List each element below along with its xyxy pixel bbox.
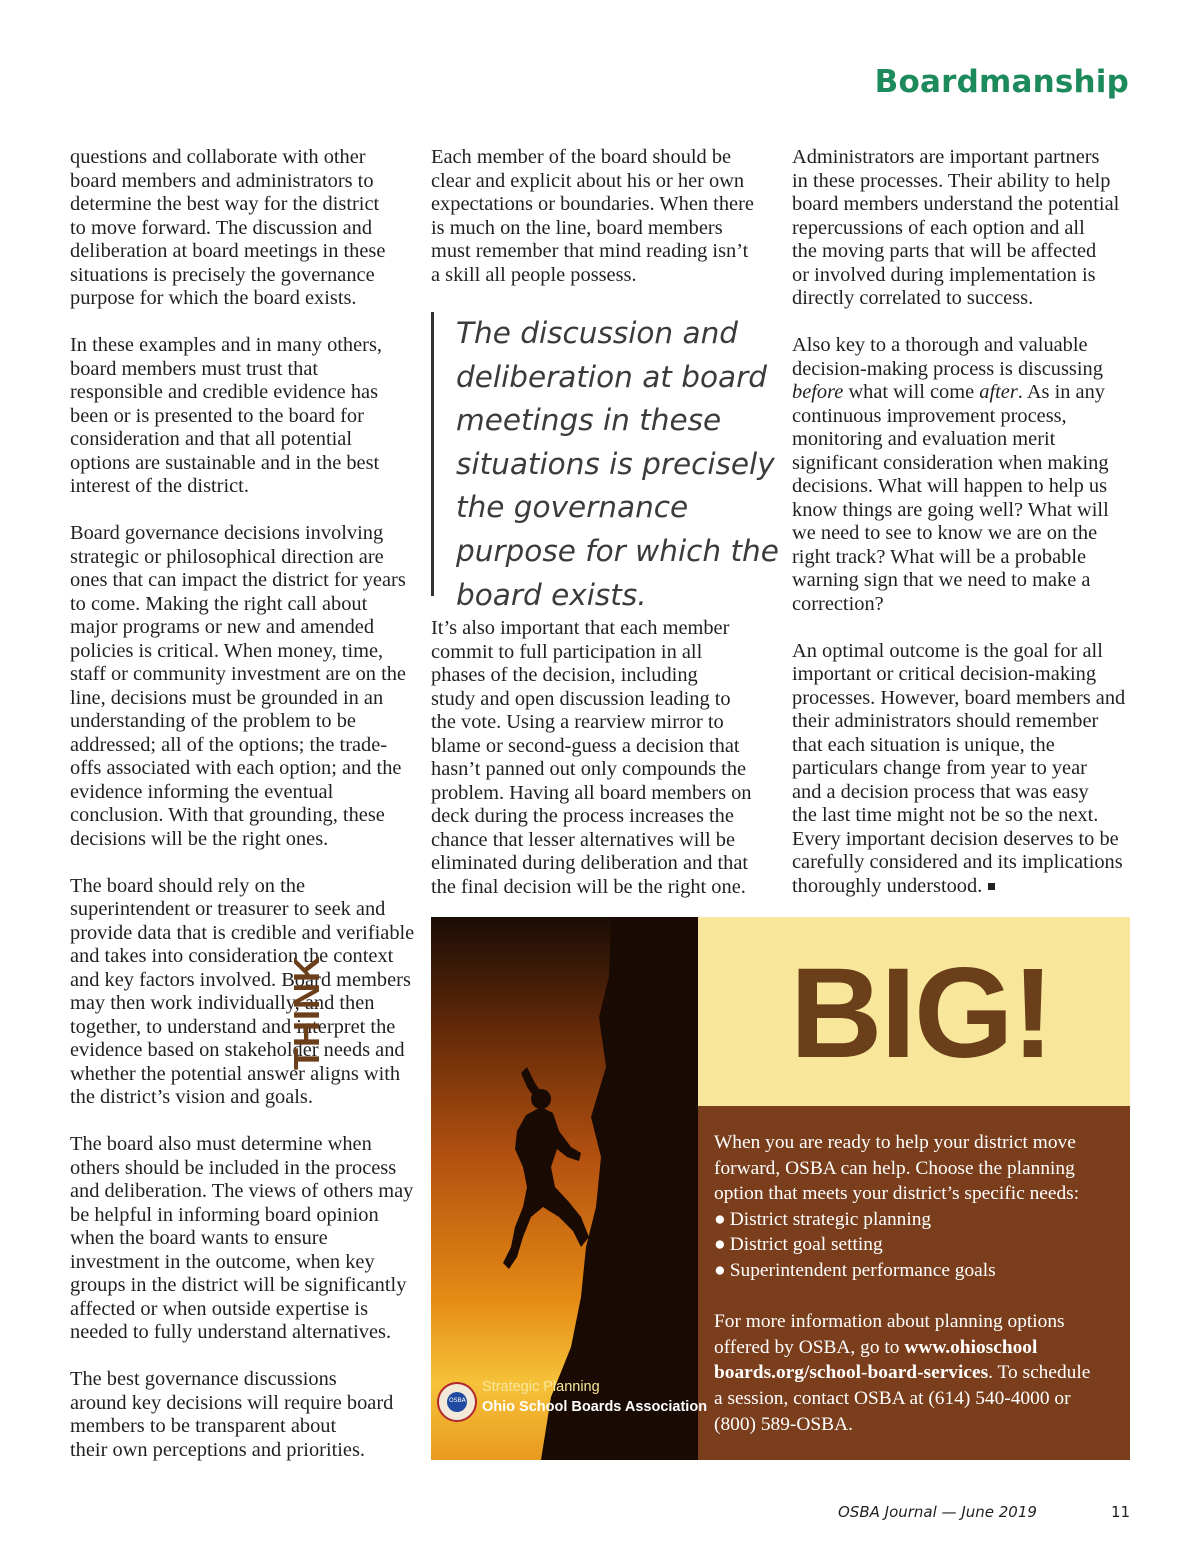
paragraph: It’s also important that each member commit to full participation in all phases of the decision, including study and open discussion leading to the vote. Using a rearview mirror to blame or second-guess a decision that hasn’t panned out only compounds the problem. Having all board members on deck during the process increases the chance that lesser alternatives will be eliminated during deliberation and that the final decision will be the right one. bbox=[431, 617, 752, 898]
pull-quote bbox=[431, 312, 784, 612]
osba-link[interactable]: www.ohioschool boards.org/school-board-services bbox=[714, 1336, 1038, 1384]
paragraph bbox=[792, 334, 1137, 616]
ad-option-item: ● District strategic planning bbox=[714, 1207, 1124, 1233]
ad-option-list bbox=[714, 1207, 1124, 1284]
italic-before: before bbox=[792, 381, 844, 403]
text-run: Also key to a thorough and valuable decision-making process is discussing bbox=[792, 334, 1103, 380]
column-3 bbox=[792, 146, 1137, 922]
column-1 bbox=[70, 146, 415, 1486]
think-label: THINK bbox=[286, 955, 327, 1070]
italic-after: after bbox=[979, 381, 1018, 403]
paragraph: Board governance decisions involving strategic or philosophical direction are ones that can impact the district for years to come. Making the right call about major programs or new and amended policies is critical. When money, time, staff or community investment are on the line, decisions must be grounded in an understanding of the problem to be addressed; all of the options; the trade- offs associated with each option; and the evidence informing the eventual conclusion. With that grounding, these decisions will be the right ones. bbox=[70, 522, 406, 850]
paragraph: In these examples and in many others, board members must trust that responsible and credible evidence has been or is presented to the board for consideration and that all potential options are sustainable and in the best interest of the district. bbox=[70, 334, 383, 497]
text-run: . As in any continuous improvement process, monitoring and evaluation merit significant consideration when making decisions. What will happen to help us know things are going well? What will we need to see to know we are on the right track? What will be a probable warning sign that we need to make a correction? bbox=[792, 381, 1109, 615]
page-number: 11 bbox=[1111, 1503, 1131, 1521]
paragraph bbox=[792, 640, 1137, 899]
big-label: BIG! bbox=[790, 942, 1053, 1085]
ad-option-item: ● District goal setting bbox=[714, 1232, 1124, 1258]
paragraph: Each member of the board should be clear and explicit about his or her own expectations or boundaries. When there is much on the line, board members must remember that mind reading isn’t a skill all people possess. bbox=[431, 146, 754, 286]
column-2-bottom bbox=[431, 617, 776, 923]
paragraph: The board also must determine when others should be included in the process and deliberation. The views of others may be helpful in informing board opinion when the board wants to ensure investment in the outcome, when key groups in the district will be significantly affected or when outside expertise is needed to fully understand alternatives. bbox=[70, 1133, 414, 1343]
org-label: Ohio School Boards Association bbox=[482, 1399, 708, 1415]
text-run: what will come bbox=[843, 381, 980, 403]
pull-quote-text: The discussion and deliberation at board meetings in these situations is precisely the governance purpose for which the board exists. bbox=[456, 316, 779, 612]
column-2-top bbox=[431, 146, 776, 311]
ad-more-info bbox=[714, 1309, 1124, 1437]
spacer bbox=[714, 1284, 1124, 1310]
text-run: An optimal outcome is the goal for all important or critical decision-making processes. However, board members and their administrators should remember that each situation is unique, the particulars change from year to year and a decision process that was easy the last time might not be so the next. Every important decision deserves to be carefully considered and its implications thoroughly understood. bbox=[792, 639, 1126, 897]
text-run: For more information about planning options offered by OSBA, go to bbox=[714, 1311, 1065, 1358]
osba-seal-icon bbox=[437, 1382, 477, 1422]
seal-text: OSBA bbox=[449, 1397, 466, 1404]
paragraph: Administrators are important partners in these processes. Their ability to help board members understand the potential repercussions of each option and all the moving parts that will be affected or involved during implementation is directly correlated to success. bbox=[792, 146, 1120, 309]
section-heading: Boardmanship bbox=[874, 64, 1129, 100]
paragraph: questions and collaborate with other board members and administrators to determine the best way for the district to move forward. The discussion and deliberation at board meetings in these situations is precisely the governance purpose for which the board exists. bbox=[70, 146, 386, 309]
service-label: Strategic Planning bbox=[482, 1379, 600, 1395]
ad-option-item: ● Superintendent performance goals bbox=[714, 1258, 1124, 1284]
footer-journal: OSBA Journal — June 2019 bbox=[838, 1503, 1037, 1521]
ad-body bbox=[714, 1130, 1124, 1437]
paragraph: The best governance discussions around key decisions will require board members to be transparent about their own perceptions and priorities. bbox=[70, 1368, 394, 1461]
end-mark-icon bbox=[988, 883, 995, 890]
ad-intro: When you are ready to help your district move forward, OSBA can help. Choose the planning option that meets your district’s specific needs: bbox=[714, 1132, 1080, 1205]
paragraph: The board should rely on the superintendent or treasurer to seek and provide data that is credible and verifiable and takes into consideration the context and key factors involved. Board members may then work individually, and then together, to understand and interpret the evidence based on stakeholder needs and whether the potential answer aligns with the district’s vision and goals. bbox=[70, 874, 415, 1108]
text-run: . To schedule a session, contact OSBA at (614) 540-4000 or (800) 589-OSBA. bbox=[714, 1362, 1091, 1435]
